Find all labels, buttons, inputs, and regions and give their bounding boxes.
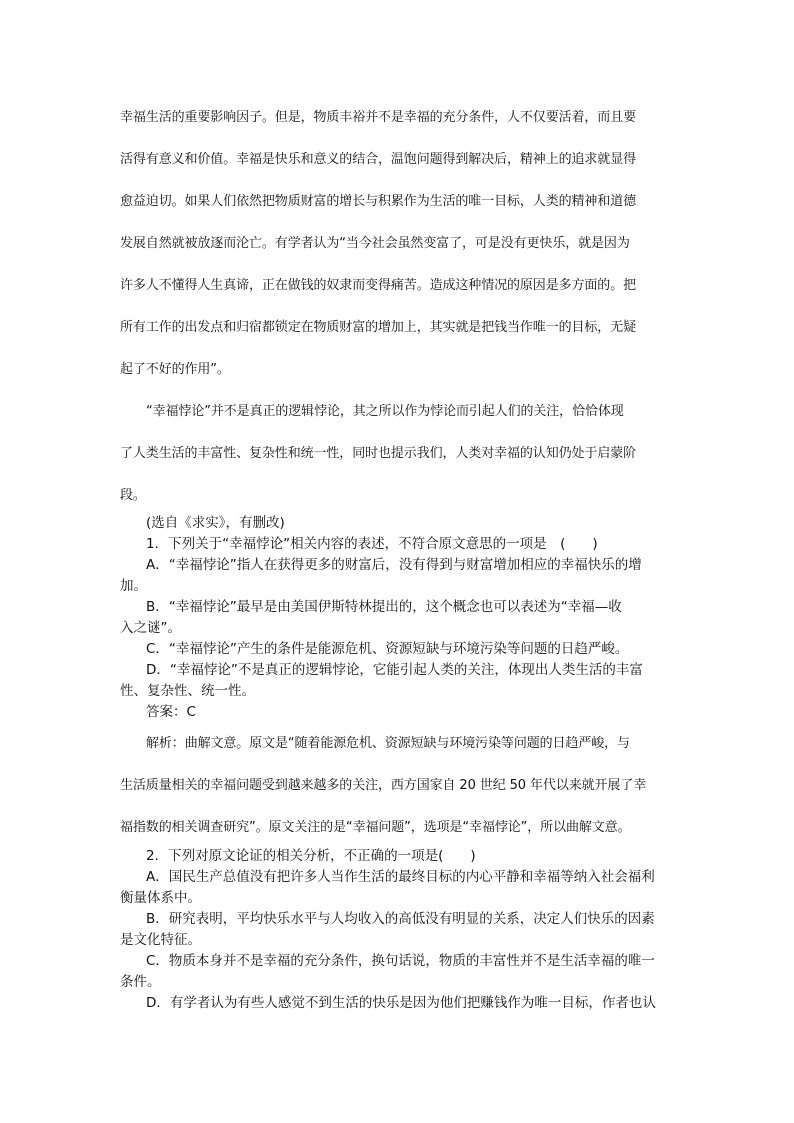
q1-analysis-line: 解析：曲解文意。原文是“随着能源危机、资源短缺与环境污染等问题的日趋严峻，与 [146,736,630,751]
passage-line: 幸福生活的重要影响因子。但是，物质丰裕并不是幸福的充分条件，人不仅要活着，而且要 [120,110,637,125]
q2-option-c-cont: 条件。 [120,974,161,990]
q1-analysis-line: 生活质量相关的幸福问题受到越来越多的关注，西方国家自 20 世纪 50 年代以来就开展了幸 [120,778,647,793]
passage-line: “幸福悖论”并不是真正的逻辑悖论，其之所以作为悖论而引起人们的关注，恰恰体现 [146,404,624,419]
q1-answer: 答案：C [146,704,196,720]
passage-line: 段。 [120,488,146,503]
q2-option-b: B．研究表明，平均快乐水平与人均收入的高低没有明显的关系，决定人们快乐的因素 [146,911,655,927]
passage-line: 发展自然就被放逐而沦亡。有学者认为“当今社会虽然变富了，可是没有更快乐，就是因为 [120,236,630,251]
q1-option-d-cont: 性、复杂性、统一性。 [120,683,255,699]
source-note: (选自《求实》，有删改) [146,515,285,531]
q2-option-d: D．有学者认为有些人感觉不到生活的快乐是因为他们把赚钱作为唯一目标，作者也认 [146,995,656,1011]
q2-option-c: C．物质本身并不是幸福的充分条件，换句话说，物质的丰富性并不是生活幸福的唯一 [146,953,655,969]
q2-option-b-cont: 是文化特征。 [120,932,201,948]
q2-option-a-cont: 衡量体系中。 [120,890,201,906]
q1-option-b: B．“幸福悖论”最早是由美国伊斯特林提出的，这个概念也可以表述为“幸福—收 [146,599,622,615]
passage-line: 活得有意义和价值。幸福是快乐和意义的结合，温饱问题得到解决后，精神上的追求就显得 [120,152,637,167]
question-1-stem: 1．下列关于“幸福悖论”相关内容的表述，不符合原文意思的一项是 ( ) [146,536,598,552]
passage-line: 了人类生活的丰富性、复杂性和统一性，同时也提示我们，人类对幸福的认知仍处于启蒙阶 [120,446,637,461]
q1-option-b-cont: 入之谜”。 [120,620,181,636]
q2-option-a: A．国民生产总值没有把许多人当作生活的最终目标的内心平静和幸福等纳入社会福利 [146,869,655,885]
q1-option-a: A．“幸福悖论”指人在获得更多的财富后，没有得到与财富增加相应的幸福快乐的增 [146,557,642,573]
passage-line: 愈益迫切。如果人们依然把物质财富的增长与积累作为生活的唯一目标，人类的精神和道德 [120,194,637,209]
q1-option-d: D．“幸福悖论”不是真正的逻辑悖论，它能引起人类的关注，体现出人类生活的丰富 [146,662,643,678]
passage-line: 起了不好的作用”。 [120,362,230,377]
passage-line: 所有工作的出发点和归宿都锁定在物质财富的增加上，其实就是把钱当作唯一的目标，无疑 [120,320,637,335]
q1-option-a-cont: 加。 [120,578,147,594]
q1-analysis-line: 福指数的相关调查研究”。原文关注的是“幸福问题”，选项是“幸福悖论”，所以曲解文意。 [120,820,631,835]
q1-option-c: C．“幸福悖论”产生的条件是能源危机、资源短缺与环境污染等问题的日趋严峻。 [146,641,629,657]
passage-line: 许多人不懂得人生真谛，正在做钱的奴隶而变得痛苦。造成这种情况的原因是多方面的。把 [120,278,637,293]
question-2-stem: 2．下列对原文论证的相关分析，不正确的一项是( ) [146,848,476,864]
